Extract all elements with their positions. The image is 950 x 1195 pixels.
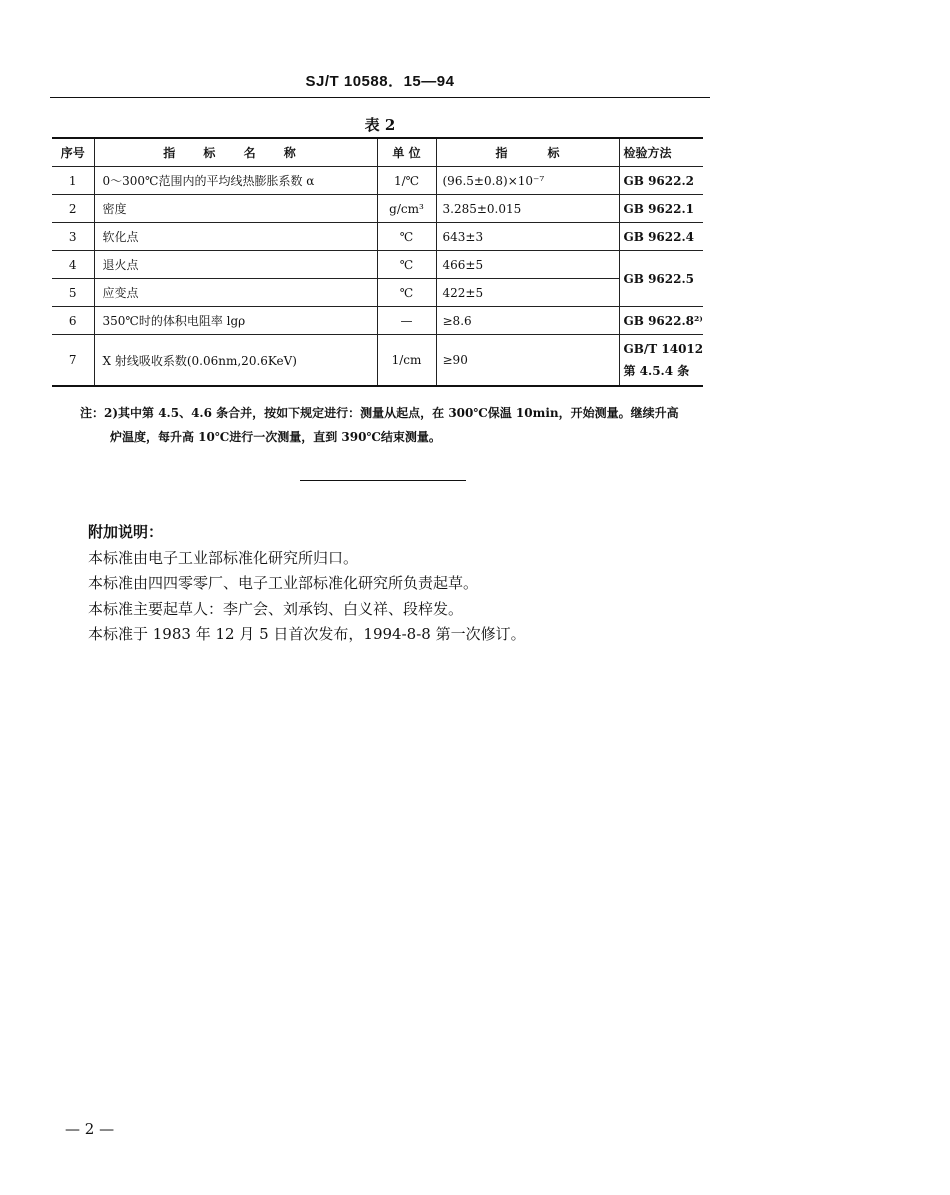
row-unit: 1/℃ [377,167,436,195]
table-row [52,279,703,307]
table-caption: 表 2 [364,116,396,134]
separator-rule [300,480,466,481]
addendum-line: 本标准由电子工业部标准化研究所归口。 [88,548,359,567]
row-no: 6 [52,307,94,335]
row-method-line2: 第 4.5.4 条 [623,364,690,378]
table-row [52,195,703,223]
row-no: 2 [52,195,94,223]
table-row [52,307,703,335]
row-unit: ℃ [377,279,436,307]
row-method: GB 9622.8²⁾ [619,307,703,335]
row-unit: g/cm³ [377,195,436,223]
row-value: 422±5 [436,279,619,307]
header-method: 检验方法 [619,138,703,167]
row-method: GB 9622.1 [619,195,703,223]
header-unit: 单 位 [377,138,436,167]
row-method [619,335,703,387]
row-no: 3 [52,223,94,251]
row-unit: ℃ [377,251,436,279]
table-header-row [52,138,703,167]
addendum-line: 本标准由四四零零厂、电子工业部标准化研究所负责起草。 [88,574,479,592]
header-value-a: 指 [495,146,508,160]
row-name: 350℃时的体积电阻率 lgρ [94,307,377,335]
table-row [52,223,703,251]
header-rule [50,97,710,98]
table-note [80,401,720,449]
note-line-2: 炉温度，每升高 10℃进行一次测量，直到 390℃结束测量。 [110,430,441,444]
addendum-line: 本标准主要起草人：李广会、刘承钧、白义祥、段梓发。 [88,599,464,618]
standard-code: SJ/T 10588．15—94 [305,73,455,90]
addendum [88,520,526,648]
row-name: 密度 [94,195,377,223]
row-value: 3.285±0.015 [436,195,619,223]
row-value: 466±5 [436,251,619,279]
addendum-line: 本标准于 1983 年 12 月 5 日首次发布，1994-8-8 第一次修订。 [88,625,526,643]
row-unit: ℃ [377,223,436,251]
row-no: 1 [52,167,94,195]
row-value: 643±3 [436,223,619,251]
table-row [52,167,703,195]
table-row [52,335,703,387]
header-name: 指 标 名 称 [94,138,377,167]
row-name: 退火点 [94,251,377,279]
note-line-1: 注：2)其中第 4.5、4.6 条合并，按如下规定进行：测量从起点，在 300℃保温 10min，开始测量。继续升高 [80,406,679,420]
row-name: 应变点 [94,279,377,307]
row-value: ≥8.6 [436,307,619,335]
row-name: 软化点 [94,223,377,251]
row-method: GB 9622.4 [619,223,703,251]
row-name: 0～300℃范围内的平均线热膨胀系数 α [94,167,377,195]
row-method-line1: GB/T 14012 [623,342,703,356]
row-unit: 1/cm [377,335,436,387]
header-no: 序号 [52,138,94,167]
row-name: X 射线吸收系数(0.06nm,20.6KeV) [94,335,377,387]
row-method: GB 9622.5 [619,251,703,307]
table-row [52,251,703,279]
row-value: ≥90 [436,335,619,387]
header-value [436,138,619,167]
row-no: 5 [52,279,94,307]
row-value: (96.5±0.8)×10⁻⁷ [436,167,619,195]
row-method: GB 9622.2 [619,167,703,195]
addendum-title: 附加说明： [88,523,164,541]
row-no: 7 [52,335,94,387]
spec-table [52,137,703,387]
page-number: — 2 — [65,1120,115,1138]
row-no: 4 [52,251,94,279]
header-value-b: 标 [547,146,560,160]
row-unit: — [377,307,436,335]
